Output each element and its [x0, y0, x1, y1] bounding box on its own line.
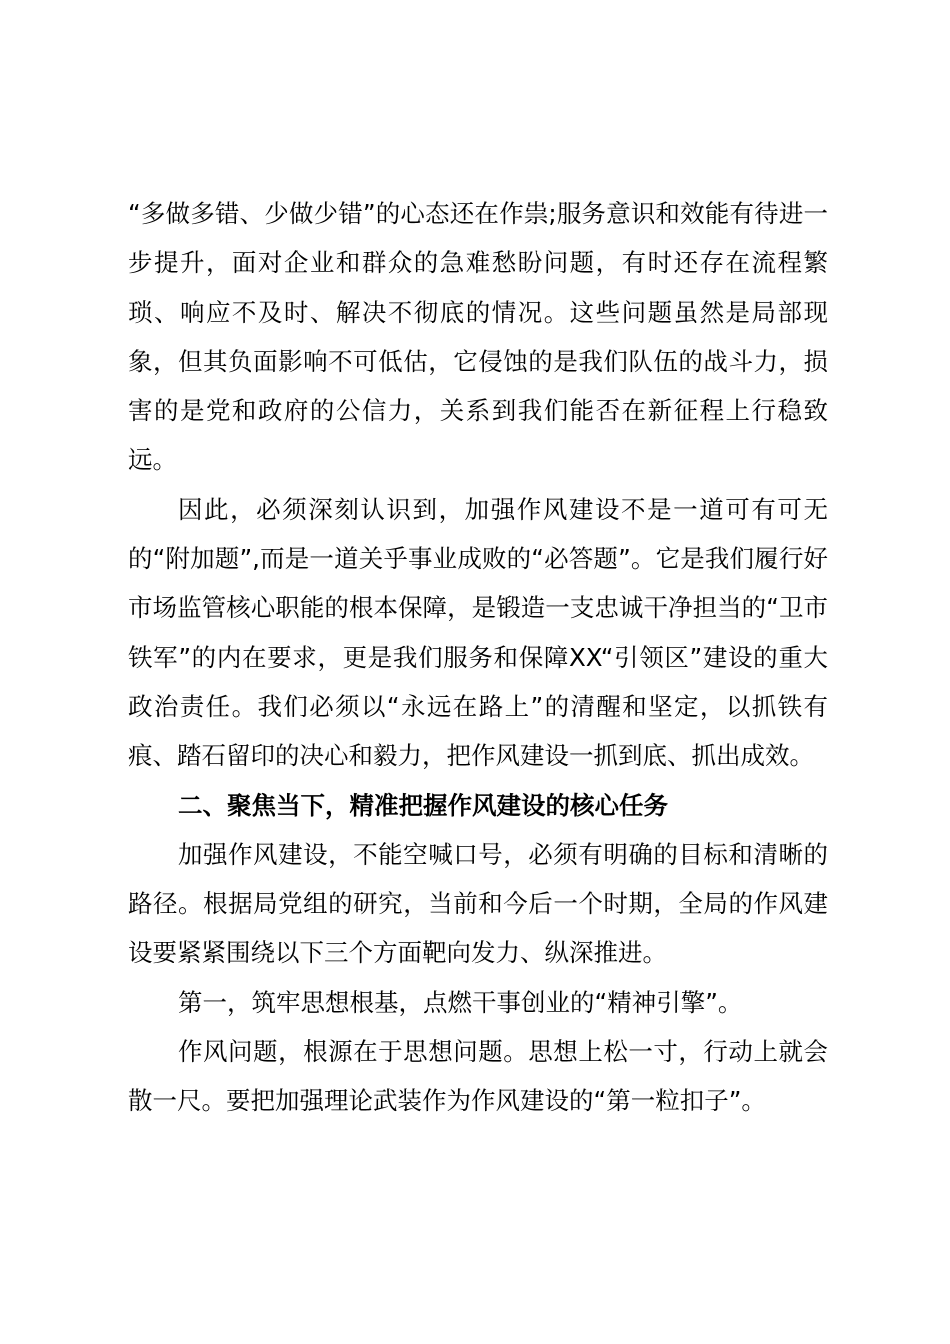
paragraph-core-tasks-intro: 加强作风建设，不能空喊口号，必须有明确的目标和清晰的路径。根据局党组的研究，当前和今后一个时期，全局的作风建设要紧紧围绕以下三个方面靶向发力、纵深推进。 — [128, 839, 828, 968]
document-body — [128, 189, 828, 1126]
paragraph-therefore: 因此，必须深刻认识到，加强作风建设不是一道可有可无的“附加题”,而是一道关乎事业成败的“必答题”。它是我们履行好市场监管核心职能的根本保障，是锻造一支忠诚干净担当的“卫市铁军”的内在要求，更是我们服务和保障XX“引领区”建设的重大政治责任。我们必须以“永远在路上”的清醒和坚定，以抓铁有痕、踏石留印的决心和毅力，把作风建设一抓到底、抓出成效。 — [128, 494, 828, 771]
section-heading-two: 二、聚焦当下，精准把握作风建设的核心任务 — [178, 790, 668, 820]
paragraph-continued-problems: “多做多错、少做少错”的心态还在作祟;服务意识和效能有待进一步提升，面对企业和群众的急难愁盼问题，有时还存在流程繁琐、响应不及时、解决不彻底的情况。这些问题虽然是局部现象，但其负面影响不可低估，它侵蚀的是我们队伍的战斗力，损害的是党和政府的公信力，关系到我们能否在新征程上行稳致远。 — [128, 199, 828, 475]
paragraph-ideology-root: 作风问题，根源在于思想问题。思想上松一寸，行动上就会散一尺。要把加强理论武装作为作风建设的“第一粒扣子”。 — [128, 1037, 828, 1116]
paragraph-point-one: 第一，筑牢思想根基，点燃干事创业的“精神引擎”。 — [178, 987, 743, 1017]
